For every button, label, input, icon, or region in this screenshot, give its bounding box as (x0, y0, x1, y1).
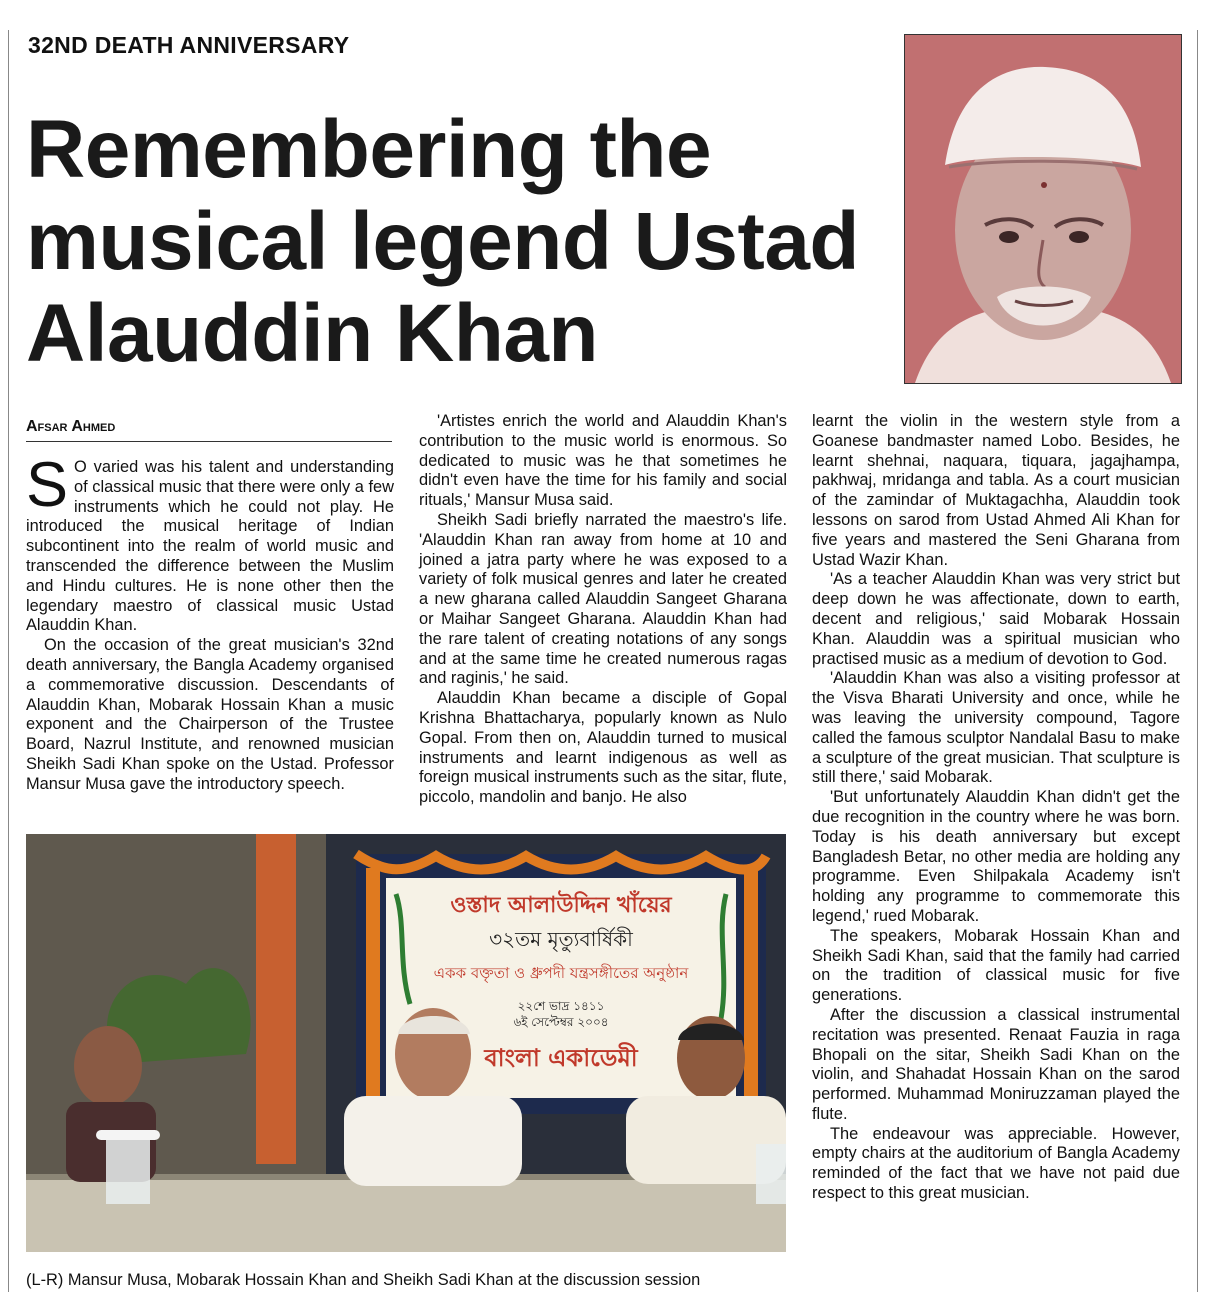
paragraph: 'But unfortunately Alauddin Khan didn't get the due recognition in the country where he was born. Today is his death anniversary but except Bangladesh Betar, no other media are holding any programme. Even Shilpakala Academy isn't holding any programme to commemorate this legend,' rued Mobarak. (812, 788, 1180, 925)
paragraph: 'As a teacher Alauddin Khan was very strict but deep down he was affectionate, down to earth, decent and religious,' said Mobarak Hossain Khan. Alauddin was a spiritual musician who practised music as a medium of devotion to God. (812, 570, 1180, 668)
banner-date-2: ৬ই সেপ্টেম্বর ২০০৪ (513, 1015, 609, 1029)
drop-cap: S (26, 450, 69, 520)
paragraph: S O varied was his talent and understanding of classical music that there were only a few instruments which he could not play. He introduced the musical heritage of Indian subcontinent into the realm of world music and transcended the difference between the Muslim and Hindu cultures. He is none other then the legendary maestro of classical music Ustad Alauddin Khan. (26, 450, 394, 635)
paragraph: 'Alauddin Khan was also a visiting professor at the Visva Bharati University and once, while he was leaving the university compound, Tagore called the famous sculptor Nandalal Basu to make a sculpture of the great musician. That sculpture is still there,' said Mobarak. (812, 669, 1180, 787)
kicker: 32ND DEATH ANNIVERSARY (28, 32, 350, 58)
paragraph: learnt the violin in the western style from a Goanese bandmaster named Lobo. Besides, he learnt shehnai, naquara, tiquara, jagajhampa, pakhwaj, mridanga and tabla. As a court musician of the zamindar of Muktagachha, Alauddin took lessons on sarod from Ustad Ahmed Ali Khan for five years and mastered the Seni Gharana from Ustad Wazir Khan. (812, 412, 1180, 569)
event-photo (26, 834, 786, 1252)
article-column-1 (26, 450, 394, 795)
headline: Remembering the musical legend Ustad Alauddin Khan (26, 104, 860, 379)
article-column-2 (419, 412, 787, 808)
article-column-3 (812, 412, 1180, 1204)
byline: Afsar Ahmed (26, 418, 392, 442)
banner-date-1: ২২শে ভাদ্র ১৪১১ (517, 999, 605, 1013)
paragraph: After the discussion a classical instrumental recitation was presented. Renaat Fauzia in raga Bhopali on the sitar, Sheikh Sadi Khan on the violin, and Shahadat Hossain Khan on the sarod performed. Muhammad Moniruzzaman played the flute. (812, 1005, 1180, 1123)
paragraph: On the occasion of the great musician's 32nd death anniversary, the Bangla Academy organised a commemorative discussion. Descendants of Alauddin Khan, Mobarak Hossain Khan a music exponent and the Chairperson of the Trustee Board, Nazrul Institute, and renowned musician Sheikh Sadi Khan spoke on the Ustad. Professor Mansur Musa gave the introductory speech. (26, 636, 394, 793)
banner-line-1: ওস্তাদ আলাউদ্দিন খাঁয়ের (450, 893, 672, 918)
photo-caption: (L-R) Mansur Musa, Mobarak Hossain Khan and Sheikh Sadi Khan at the discussion session (26, 1271, 701, 1289)
banner-line-3: একক বক্তৃতা ও ধ্রুপদী যন্ত্রসঙ্গীতের অনুষ্ঠান (433, 964, 689, 982)
paragraph: Alauddin Khan became a disciple of Gopal Krishna Bhattacharya, popularly known as Nulo Gopal. From then on, Alauddin turned to musical instruments and learnt indigenous as well as foreign musical instruments such as the sitar, flute, piccolo, mandolin and banjo. He also (419, 689, 787, 807)
paragraph: The endeavour was appreciable. However, empty chairs at the auditorium of Bangla Academy reminded of the fact that we have not paid due respect to this great musician. (812, 1124, 1180, 1203)
event-photo-illustration (26, 834, 786, 1252)
paragraph: The speakers, Mobarak Hossain Khan and Sheikh Sadi Khan, said that the family had carried on the tradition of classical music for five generations. (812, 926, 1180, 1005)
paragraph: Sheikh Sadi briefly narrated the maestro's life. 'Alauddin Khan ran away from home at 10 and joined a jatra party where he was exposed to a variety of folk musical genres and later he created a new gharana called Alauddin Sangeet Gharana or Maihar Sangeet Gharana. Alauddin Khan had the rare talent of creating notations of any songs and at the same time he created numerous ragas and raginis,' he said. (419, 510, 787, 688)
right-border-rule (1197, 30, 1198, 1292)
left-border-rule (8, 30, 9, 1292)
portrait-illustration (905, 35, 1181, 383)
paragraph: 'Artistes enrich the world and Alauddin Khan's contribution to the music world is enormous. So dedicated to music was he that sometimes he didn't even have the time for his family and social rituals,' Mansur Musa said. (419, 412, 787, 510)
portrait-photo (904, 34, 1182, 384)
banner-line-2: ৩২তম মৃত্যুবার্ষিকী (489, 927, 633, 951)
banner-org: বাংলা একাডেমী (484, 1044, 638, 1072)
